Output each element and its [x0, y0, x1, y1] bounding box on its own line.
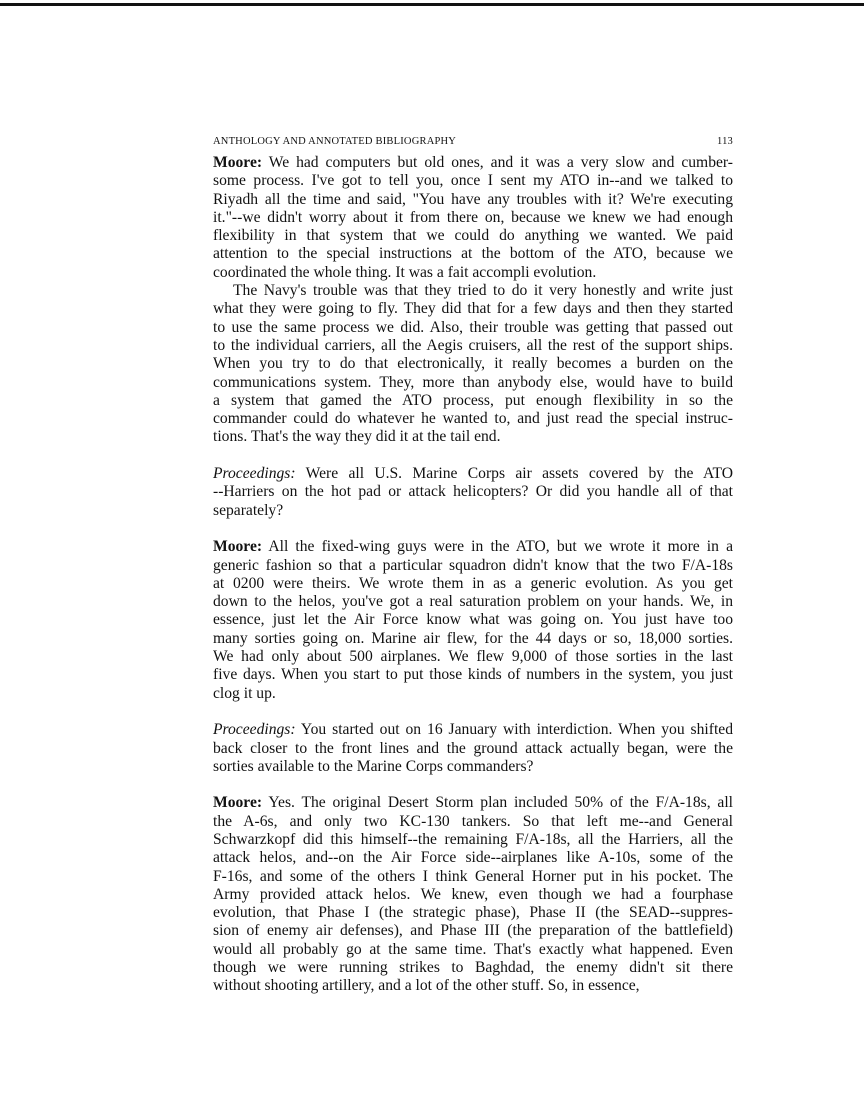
text-line	[213, 337, 733, 355]
text-line	[213, 794, 733, 812]
line-text: Were all U.S. Marine Corps air assets covered by the ATO	[305, 465, 733, 483]
text-line	[213, 593, 733, 611]
text-line	[213, 172, 733, 190]
line-text: clog it up.	[213, 684, 276, 702]
line-text: coordinated the whole thing. It was a fait accompli evolution.	[213, 263, 597, 281]
line-text: Army provided attack helos. We knew, even though we had a fourphase	[213, 885, 733, 903]
line-text: commander could do whatever he wanted to, and just read the special instruc-	[213, 410, 733, 428]
line-text: attack helos, and--on the Air Force side--airplanes like A-10s, some of the	[213, 849, 733, 867]
answer-block	[213, 538, 733, 703]
line-text: attention to the special instructions at the bottom of the ATO, because we	[213, 245, 733, 263]
text-line	[213, 245, 733, 263]
text-line	[213, 374, 733, 392]
text-line	[213, 941, 733, 959]
text-line	[213, 831, 733, 849]
text-line	[213, 410, 733, 428]
text-line	[213, 538, 733, 556]
text-line	[213, 557, 733, 575]
text-line	[213, 355, 733, 373]
answer-block	[213, 154, 733, 447]
line-text: flexibility in that system that we could do anything we wanted. We paid	[213, 227, 733, 245]
speaker-label: Moore:	[213, 538, 263, 556]
line-text: separately?	[213, 501, 284, 519]
speaker-label: Proceedings:	[213, 721, 296, 739]
running-header	[213, 136, 733, 147]
line-text: generic fashion so that a particular squadron didn't know that the two F/A-18s	[213, 556, 733, 574]
page-number: 113	[717, 136, 733, 147]
text-line	[213, 813, 733, 831]
line-text: We had computers but old ones, and it was a very slow and cumber-	[268, 154, 733, 171]
text-line	[213, 740, 733, 758]
line-text: some process. I've got to tell you, once I sent my ATO in--and we talked to	[213, 172, 733, 190]
text-line	[213, 611, 733, 629]
text-line	[213, 227, 733, 245]
text-line	[213, 977, 733, 995]
text-line	[213, 191, 733, 209]
text-line	[213, 648, 733, 666]
question-block	[213, 465, 733, 520]
line-text: All the fixed-wing guys were in the ATO, but we wrote it more in a	[268, 538, 733, 556]
line-text: what they were going to fly. They did that for a few days and then they started	[213, 300, 733, 318]
answer-block	[213, 794, 733, 995]
text-line	[213, 922, 733, 940]
text-line	[213, 575, 733, 593]
line-text: five days. When you start to put those kinds of numbers in the system, you just	[213, 666, 733, 684]
text-line	[213, 465, 733, 483]
text-line	[213, 428, 733, 446]
line-text: --Harriers on the hot pad or attack helicopters? Or did you handle all of that	[213, 483, 733, 501]
line-text: evolution, that Phase I (the strategic phase), Phase II (the SEAD--suppres-	[213, 904, 733, 922]
line-text: would all probably go at the same time. That's exactly what happened. Even	[213, 940, 733, 958]
text-line	[213, 868, 733, 886]
text-line	[213, 483, 733, 501]
line-text: tions. That's the way they did it at the tail end.	[213, 428, 501, 446]
text-line	[213, 666, 733, 684]
text-line	[213, 721, 733, 739]
text-line	[213, 959, 733, 977]
text-line	[213, 886, 733, 904]
text-line	[213, 264, 733, 282]
line-text: sorties available to the Marine Corps commanders?	[213, 757, 534, 775]
line-text: essence, just let the Air Force know what was going on. You just have too	[213, 611, 733, 629]
question-block	[213, 721, 733, 776]
speaker-label: Proceedings:	[213, 465, 296, 483]
line-text: When you try to do that electronically, it really becomes a burden on the	[213, 355, 733, 373]
text-line	[213, 502, 733, 520]
line-text: it."--we didn't worry about it from there on, because we knew we had enough	[213, 208, 733, 226]
line-text: sion of enemy air defenses), and Phase III (the preparation of the battlefield)	[213, 922, 733, 940]
speaker-label: Moore:	[213, 794, 263, 812]
line-text: to the individual carriers, all the Aegis cruisers, all the rest of the support ships.	[213, 336, 733, 354]
line-text: to use the same process we did. Also, their trouble was getting that passed out	[213, 318, 733, 336]
line-text: without shooting artillery, and a lot of the other stuff. So, in essence,	[213, 977, 640, 995]
line-text: the A-6s, and only two KC-130 tankers. So that left me--and General	[213, 812, 733, 830]
line-text: F-16s, and some of the others I think General Horner put in his pocket. The	[213, 867, 733, 885]
text-line	[213, 849, 733, 867]
text-line	[213, 282, 733, 300]
running-header-title: ANTHOLOGY AND ANNOTATED BIBLIOGRAPHY	[213, 136, 457, 147]
line-text: You started out on 16 January with interdiction. When you shifted	[300, 721, 733, 739]
line-text: Schwarzkopf did this himself--the remaining F/A-18s, all the Harriers, all the	[213, 830, 733, 848]
line-text: though we were running strikes to Baghdad, the enemy didn't sit there	[213, 959, 733, 977]
text-line	[213, 392, 733, 410]
page-top-rule	[0, 3, 864, 6]
text-line	[213, 904, 733, 922]
line-text: many sorties going on. Marine air flew, for the 44 days or so, 18,000 sorties.	[213, 629, 733, 647]
line-text: at 0200 were theirs. We wrote them in as a generic evolution. As you get	[213, 574, 733, 592]
speaker-label: Moore:	[213, 154, 263, 171]
text-line	[213, 209, 733, 227]
text-line	[213, 300, 733, 318]
text-line	[213, 319, 733, 337]
document-body	[213, 154, 733, 1014]
line-text: down to the helos, you've got a real saturation problem on your hands. We, in	[213, 593, 733, 611]
line-text: We had only about 500 airplanes. We flew 9,000 of those sorties in the last	[213, 648, 733, 666]
line-text: back closer to the front lines and the ground attack actually began, were the	[213, 739, 733, 757]
line-text: Yes. The original Desert Storm plan included 50% of the F/A-18s, all	[268, 794, 733, 812]
text-line	[213, 758, 733, 776]
text-line	[213, 685, 733, 703]
line-text: communications system. They, more than anybody else, would have to build	[213, 373, 733, 391]
line-text: Riyadh all the time and said, "You have any troubles with it? We're executing	[213, 190, 733, 208]
line-text: a system that gamed the ATO process, put enough flexibility in so the	[213, 391, 733, 409]
text-line	[213, 630, 733, 648]
text-line	[213, 154, 733, 172]
line-text: The Navy's trouble was that they tried to do it very honestly and write just	[233, 282, 733, 300]
